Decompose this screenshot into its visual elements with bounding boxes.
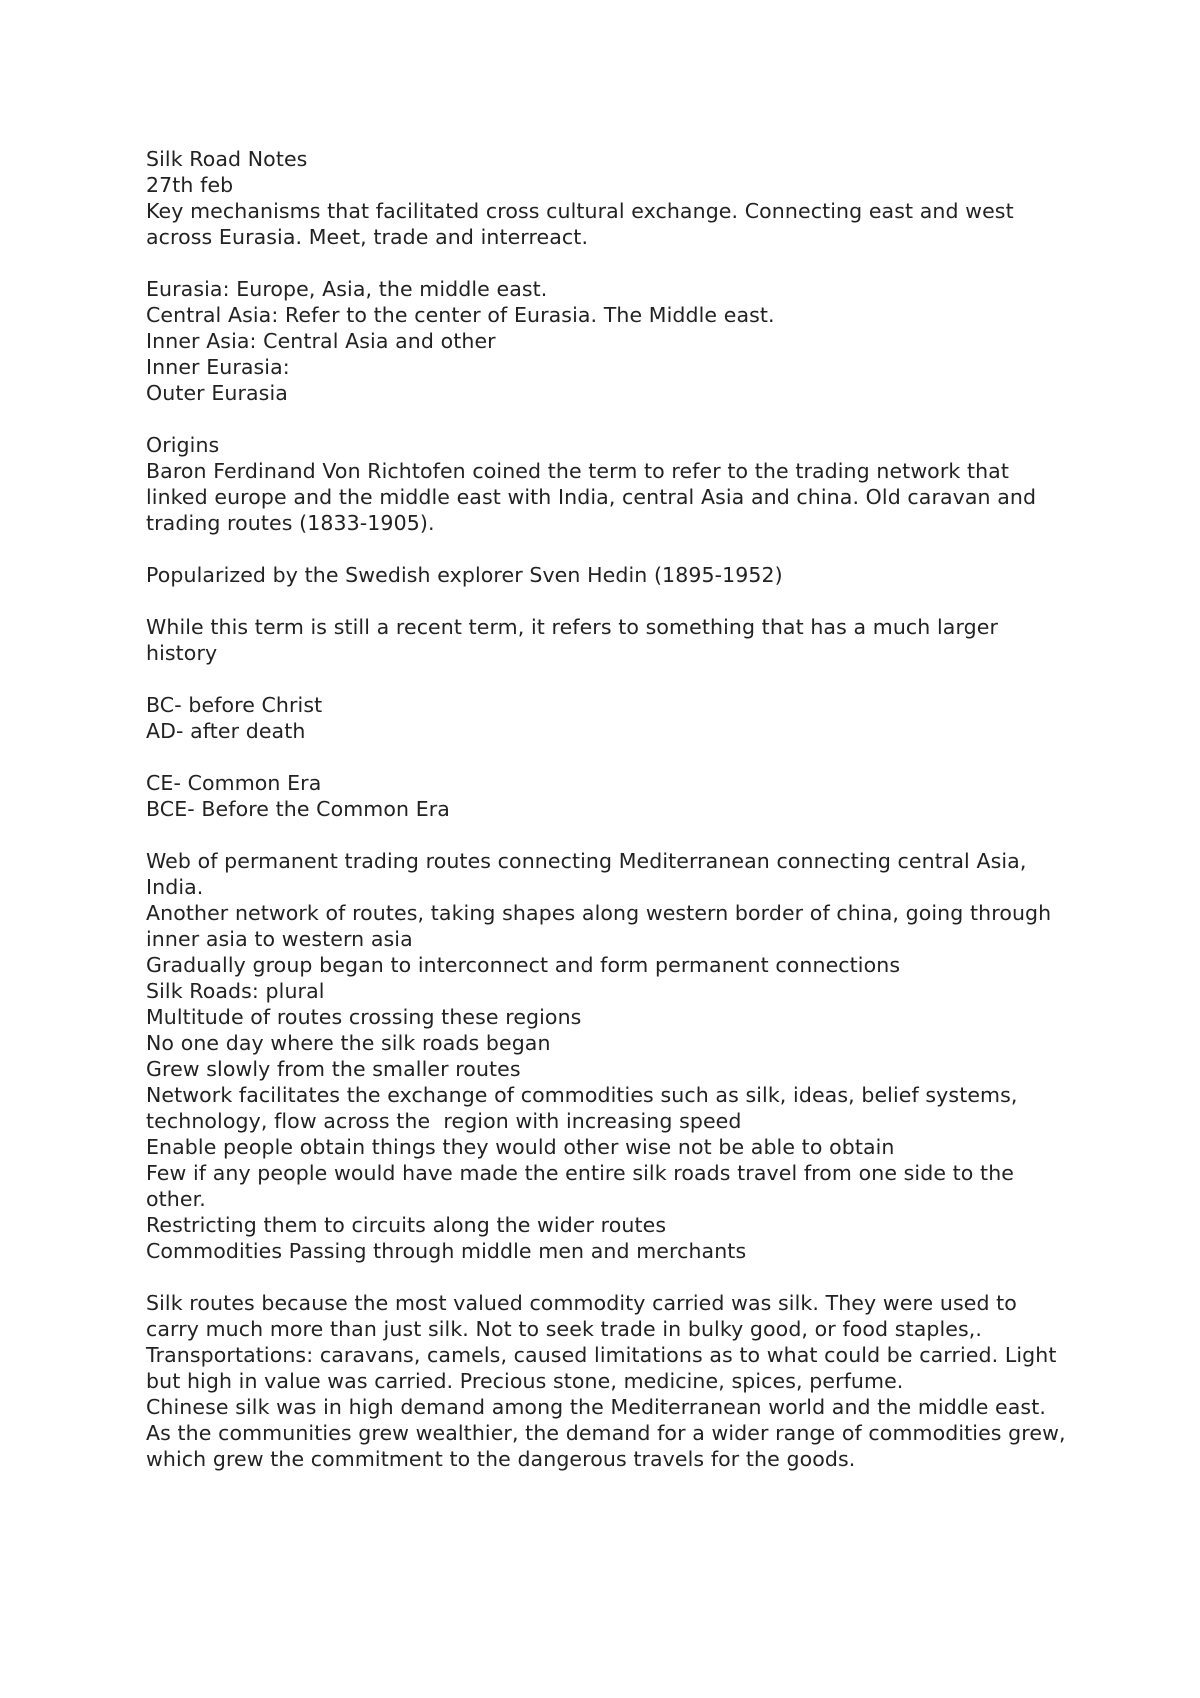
definition-line: Inner Eurasia:: [146, 355, 290, 379]
note-line: Gradually group began to interconnect and form permanent connections: [146, 953, 901, 977]
note-line: CE- Common Era: [146, 771, 322, 795]
paragraph: Key mechanisms that facilitated cross cultural exchange. Connecting east and west across Eurasia. Meet, trade and interreact.: [146, 199, 1021, 249]
document-body: [146, 146, 1073, 1472]
note-line: Commodities Passing through middle men and merchants: [146, 1239, 747, 1263]
note-line: Grew slowly from the smaller routes: [146, 1057, 521, 1081]
definition-line: Eurasia: Europe, Asia, the middle east.: [146, 277, 548, 301]
document-title: Silk Road Notes: [146, 147, 308, 171]
paragraph: Popularized by the Swedish explorer Sven Hedin (1895-1952): [146, 563, 783, 587]
note-line: Network facilitates the exchange of commodities such as silk, ideas, belief systems, technology, flow across the region with increasing speed: [146, 1083, 1025, 1133]
blank-line: [146, 744, 1066, 770]
note-line: Enable people obtain things they would other wise not be able to obtain: [146, 1135, 895, 1159]
definition-line: Central Asia: Refer to the center of Eurasia. The Middle east.: [146, 303, 775, 327]
note-line: BCE- Before the Common Era: [146, 797, 450, 821]
definition-line: Outer Eurasia: [146, 381, 288, 405]
note-line: Silk Roads: plural: [146, 979, 325, 1003]
note-line: Restricting them to circuits along the wider routes: [146, 1213, 667, 1237]
blank-line: [146, 536, 1066, 562]
paragraph: Chinese silk was in high demand among the Mediterranean world and the middle east.: [146, 1395, 1046, 1419]
date-line: 27th feb: [146, 173, 234, 197]
blank-line: [146, 406, 1066, 432]
note-line: Web of permanent trading routes connecting Mediterranean connecting central Asia, India.: [146, 849, 1034, 899]
note-line: BC- before Christ: [146, 693, 323, 717]
note-line: Few if any people would have made the entire silk roads travel from one side to the other.: [146, 1161, 1021, 1211]
blank-line: [146, 822, 1066, 848]
note-line: Multitude of routes crossing these regions: [146, 1005, 582, 1029]
paragraph: Silk routes because the most valued commodity carried was silk. They were used to carry much more than just silk. Not to seek trade in bulky good, or food staples,. Transportations: caravans, camels, caused limitations as to what could be carried. Light but high in value was carried. Precious stone, medicine, spices, perfume.: [146, 1291, 1064, 1393]
paragraph: Baron Ferdinand Von Richtofen coined the term to refer to the trading network that linked europe and the middle east with India, central Asia and china. Old caravan and trading routes (1833-1905).: [146, 459, 1043, 535]
note-line: AD- after death: [146, 719, 306, 743]
section-heading: Origins: [146, 433, 220, 457]
paragraph: While this term is still a recent term, it refers to something that has a much larger history: [146, 615, 1005, 665]
note-line: Another network of routes, taking shapes along western border of china, going through inner asia to western asia: [146, 901, 1058, 951]
note-line: No one day where the silk roads began: [146, 1031, 551, 1055]
blank-line: [146, 1264, 1066, 1290]
blank-line: [146, 666, 1066, 692]
blank-line: [146, 588, 1066, 614]
blank-line: [146, 250, 1066, 276]
paragraph: As the communities grew wealthier, the demand for a wider range of commodities grew, which grew the commitment to the dangerous travels for the goods.: [146, 1421, 1073, 1471]
definition-line: Inner Asia: Central Asia and other: [146, 329, 496, 353]
